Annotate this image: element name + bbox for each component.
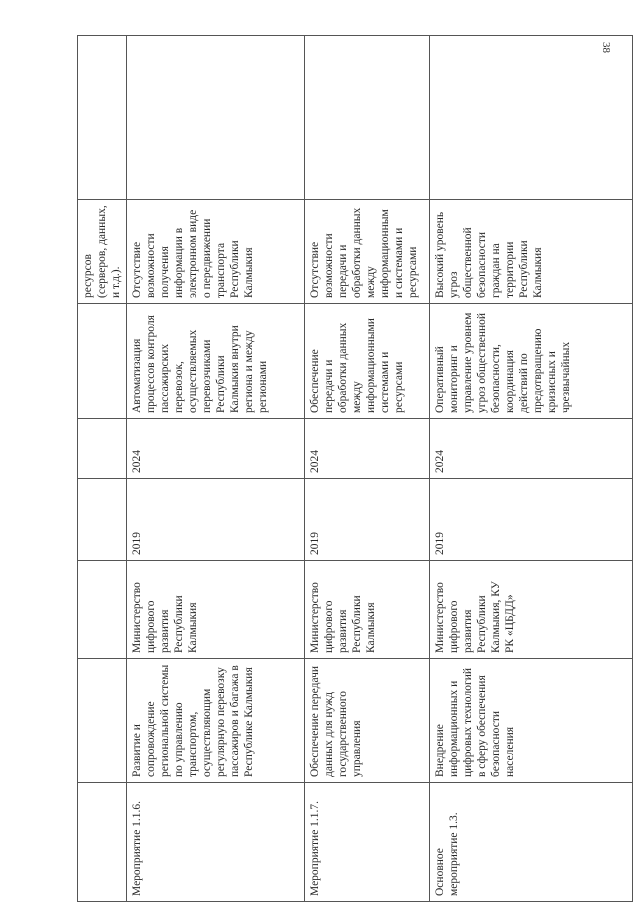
- responsible-executor-cell: Министерство цифрового развития Республики Калмыкия: [305, 561, 430, 659]
- responsible-executor-cell: Министерство цифрового развития Республики Калмыкия: [127, 561, 305, 659]
- table-row: [305, 36, 430, 902]
- relation-indicators-cell: [305, 36, 430, 200]
- start-year-cell: [78, 479, 127, 561]
- start-year-cell: 2019: [430, 479, 633, 561]
- measure-number-cell: [78, 783, 127, 902]
- rotated-page-content: [77, 36, 625, 902]
- relation-indicators-cell: [78, 36, 127, 200]
- consequences-cell: Отсутствие возможности получения информации в электронном виде о передвижении транспорта Республики Калмыкия: [127, 200, 305, 304]
- consequences-cell: Высокий уровень угроз общественной безопасности граждан на территории Республики Калмыкия: [430, 200, 633, 304]
- end-year-cell: 2024: [430, 419, 633, 479]
- responsible-executor-cell: Министерство цифрового развития Республики Калмыкия, КУ РК «ЦБДД»: [430, 561, 633, 659]
- page-number: 38: [600, 42, 612, 53]
- measure-number-cell: Мероприятие 1.1.7.: [305, 783, 430, 902]
- measure-number-cell: Мероприятие 1.1.6.: [127, 783, 305, 902]
- end-year-cell: 2024: [127, 419, 305, 479]
- relation-indicators-cell: [127, 36, 305, 200]
- start-year-cell: 2019: [305, 479, 430, 561]
- responsible-executor-cell: [78, 561, 127, 659]
- measure-name-cell: Внедрение информационных и цифровых технологий в сферу обеспечения безопасности населения: [430, 659, 633, 783]
- expected-result-cell: Оперативный мониторинг и управление уровнем угроз общественной безопасности, координация действий по предотвращению кризисных и чрезвычайных: [430, 304, 633, 419]
- expected-result-cell: Автоматизация процессов контроля пассажирских перевозок, осуществляемых перевозчиками Республики Калмыкия внутри региона и между регионами: [127, 304, 305, 419]
- program-measures-table: [77, 35, 633, 902]
- consequences-cell: ресурсов (серверов, данных, и т.д.).: [78, 200, 127, 304]
- end-year-cell: [78, 419, 127, 479]
- end-year-cell: 2024: [305, 419, 430, 479]
- start-year-cell: 2019: [127, 479, 305, 561]
- consequences-cell: Отсутствие возможности передачи и обработки данных между информационными системами и ресурсами: [305, 200, 430, 304]
- relation-indicators-cell: [430, 36, 633, 200]
- measure-number-cell: Основное мероприятие 1.3.: [430, 783, 633, 902]
- measure-name-cell: Развитие и сопровождение региональной системы по управлению транспортом, осуществляющим регулярную перевозку пассажиров и багажа в Республике Калмыкия: [127, 659, 305, 783]
- table-row: [430, 36, 633, 902]
- expected-result-cell: [78, 304, 127, 419]
- measure-name-cell: [78, 659, 127, 783]
- expected-result-cell: Обеспечение передачи и обработки данных между информационными системами и ресурсами: [305, 304, 430, 419]
- measure-name-cell: Обеспечение передачи данных для нужд государственного управления: [305, 659, 430, 783]
- table-row: [78, 36, 127, 902]
- table-row: [127, 36, 305, 902]
